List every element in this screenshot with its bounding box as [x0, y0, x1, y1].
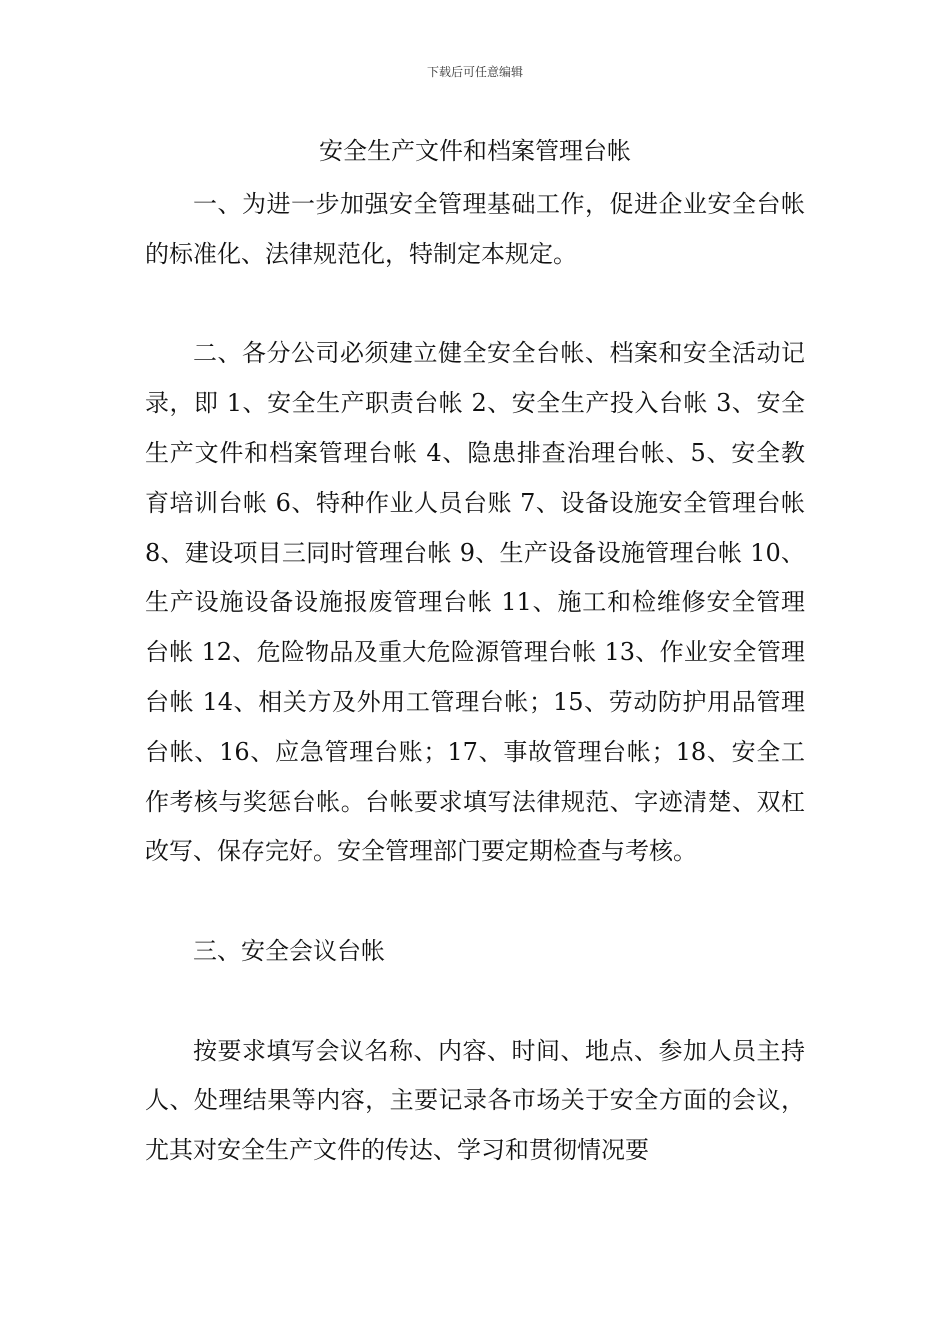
paragraph-ledger-list: 二、各分公司必须建立健全安全台帐、档案和安全活动记录，即 1、安全生产职责台帐 2、安全生产投入台帐 3、安全生产文件和档案管理台帐 4、隐患排查治理台帐、5、安全教育培训台帐 6、特种作业人员台账 7、设备设施安全管理台帐 8、建设项目三同时管理台帐 9、生产设备设施管理台帐 10、生产设施设备设施报废管理台帐 11、施工和检维修安全管理台帐 12、危险物品及重大危险源管理台帐 13、作业安全管理台帐 14、相关方及外用工管理台帐；15、劳动防护用品管理台帐、16、应急管理台账；17、事故管理台帐；18、安全工作考核与奖惩台帐。台帐要求填写法律规范、字迹清楚、双杠改写、保存完好。安全管理部门要定期检查与考核。: [145, 339, 805, 866]
document-title: 安全生产文件和档案管理台帐: [319, 137, 631, 165]
paragraph-meeting-ledger: 按要求填写会议名称、内容、时间、地点、参加人员主持人、处理结果等内容，主要记录各市场关于安全方面的会议，尤其对安全生产文件的传达、学习和贯彻情况要: [145, 1036, 805, 1165]
paragraph-spacer: [145, 977, 805, 1027]
page-header-note: 下载后可任意编辑: [426, 65, 523, 79]
paragraph-spacer: [145, 280, 805, 330]
document-body: [145, 180, 805, 1176]
paragraph-purpose: 一、为进一步加强安全管理基础工作，促进企业安全台帐的标准化、法律规范化，特制定本规定。: [145, 190, 805, 268]
section-heading-meeting-ledger: 三、安全会议台帐: [193, 936, 385, 965]
paragraph-spacer: [145, 877, 805, 927]
